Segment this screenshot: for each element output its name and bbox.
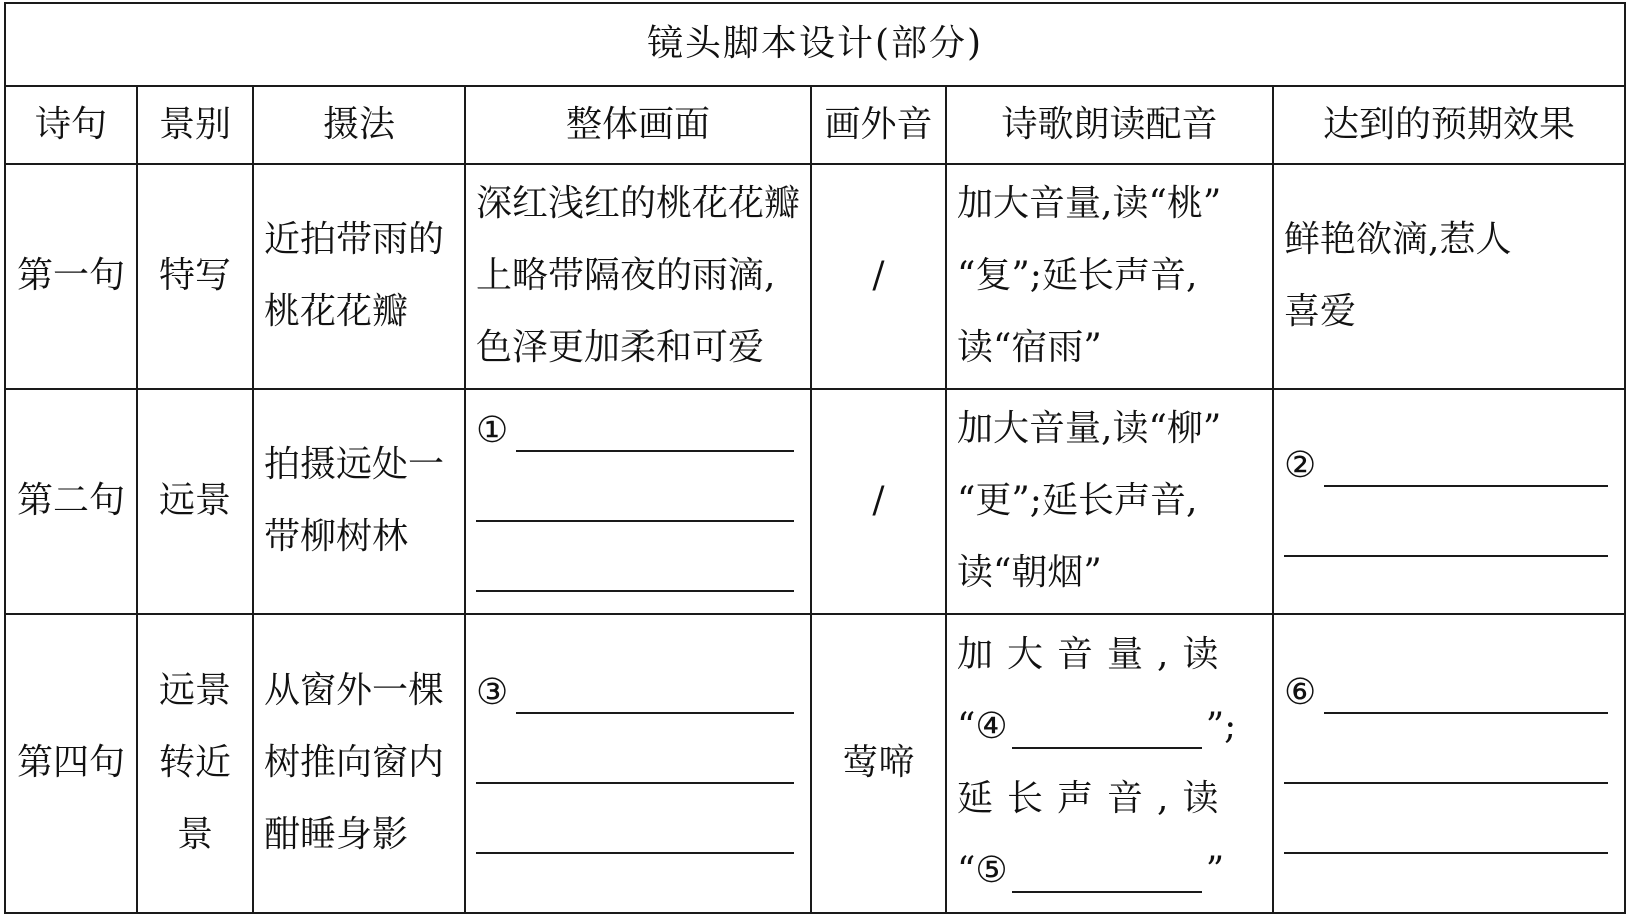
- quote-open-5: “⑤: [957, 850, 1008, 892]
- answer-blank-4[interactable]: [1012, 707, 1202, 749]
- method-cell: [253, 389, 465, 614]
- reading-cell: [946, 164, 1273, 389]
- quote-close-4: ”;: [1205, 706, 1237, 748]
- method-cell: [253, 164, 465, 389]
- blank-rule: [516, 450, 794, 452]
- reading-line: [957, 835, 1266, 907]
- method-cell: [253, 614, 465, 913]
- method-line: 拍摄远处一: [264, 444, 445, 486]
- reading-line: “复”;延长声音,: [957, 255, 1198, 297]
- header-reading: 诗歌朗读配音: [946, 86, 1273, 164]
- blank-rule: [516, 712, 794, 714]
- reading-line: 加大音量,读“桃”: [957, 183, 1222, 225]
- reading-line: [957, 691, 1266, 763]
- verse-cell: 第四句: [5, 614, 137, 913]
- method-line: 从窗外一棵: [264, 670, 445, 712]
- answer-blank-1[interactable]: [476, 396, 804, 466]
- blank-number: ②: [1284, 445, 1317, 487]
- offscreen-cell: /: [811, 389, 946, 614]
- blank-number: ⑥: [1284, 672, 1317, 714]
- blank-number: ①: [476, 410, 509, 452]
- blank-rule: [476, 728, 804, 798]
- effect-cell: [1273, 614, 1625, 913]
- method-line: 酣睡身影: [264, 814, 409, 856]
- shot-cell: [137, 614, 253, 913]
- blank-rule: [1324, 485, 1608, 487]
- quote-open-4: “④: [957, 706, 1008, 748]
- scene-cell: [465, 614, 811, 913]
- method-line: 桃花花瓣: [264, 291, 409, 333]
- blank-rule: [1284, 798, 1618, 868]
- blank-rule: [476, 536, 804, 606]
- effect-cell: [1273, 389, 1625, 614]
- method-line: 树推向窗内: [264, 742, 445, 784]
- shot-line: 景: [176, 814, 213, 856]
- reading-line: 读“朝烟”: [957, 552, 1102, 594]
- reading-cell: [946, 389, 1273, 614]
- verse-cell: 第一句: [5, 164, 137, 389]
- table-row: [5, 614, 1625, 913]
- shot-line: 转近: [158, 742, 231, 784]
- reading-line: 加大音量,读“柳”: [957, 408, 1222, 450]
- scene-line: 深红浅红的桃花花瓣: [476, 183, 801, 225]
- header-method: 摄法: [253, 86, 465, 164]
- blank-rule: [476, 798, 804, 868]
- answer-blank-5[interactable]: [1012, 851, 1202, 893]
- method-line: 带柳树林: [264, 516, 409, 558]
- blank-rule: [1284, 501, 1618, 571]
- effect-cell: [1273, 164, 1625, 389]
- blank-number: ③: [476, 672, 509, 714]
- offscreen-cell: /: [811, 164, 946, 389]
- reading-cell: [946, 614, 1273, 913]
- reading-line: 读“宿雨”: [957, 327, 1102, 369]
- effect-line: 喜爱: [1284, 291, 1357, 333]
- method-line: 近拍带雨的: [264, 219, 445, 261]
- shot-script-table: [4, 2, 1626, 914]
- header-row: [5, 86, 1625, 164]
- header-scene: 整体画面: [465, 86, 811, 164]
- answer-blank-2[interactable]: [1284, 431, 1618, 501]
- scene-cell: [465, 164, 811, 389]
- blank-rule: [1324, 712, 1608, 714]
- header-verse: 诗句: [5, 86, 137, 164]
- table-title: 镜头脚本设计(部分): [5, 3, 1625, 86]
- answer-blank-6[interactable]: [1284, 658, 1618, 728]
- header-effect: 达到的预期效果: [1273, 86, 1625, 164]
- scene-line: 上略带隔夜的雨滴,: [476, 255, 776, 297]
- table-row: [5, 389, 1625, 614]
- verse-cell: 第二句: [5, 389, 137, 614]
- effect-line: 鲜艳欲滴,惹人: [1284, 219, 1512, 261]
- scene-cell: [465, 389, 811, 614]
- shot-cell: 远景: [137, 389, 253, 614]
- quote-close-5: ”: [1205, 850, 1225, 892]
- offscreen-cell: 莺啼: [811, 614, 946, 913]
- reading-line: 加大音量,读: [957, 634, 1233, 676]
- blank-rule: [1284, 728, 1618, 798]
- reading-line: “更”;延长声音,: [957, 480, 1198, 522]
- blank-rule: [476, 466, 804, 536]
- scene-line: 色泽更加柔和可爱: [476, 327, 765, 369]
- reading-line: 延长声音,读: [957, 778, 1233, 820]
- shot-line: 远景: [158, 670, 231, 712]
- header-shot: 景别: [137, 86, 253, 164]
- answer-blank-3[interactable]: [476, 658, 804, 728]
- shot-cell: 特写: [137, 164, 253, 389]
- table-row: [5, 164, 1625, 389]
- header-offscreen: 画外音: [811, 86, 946, 164]
